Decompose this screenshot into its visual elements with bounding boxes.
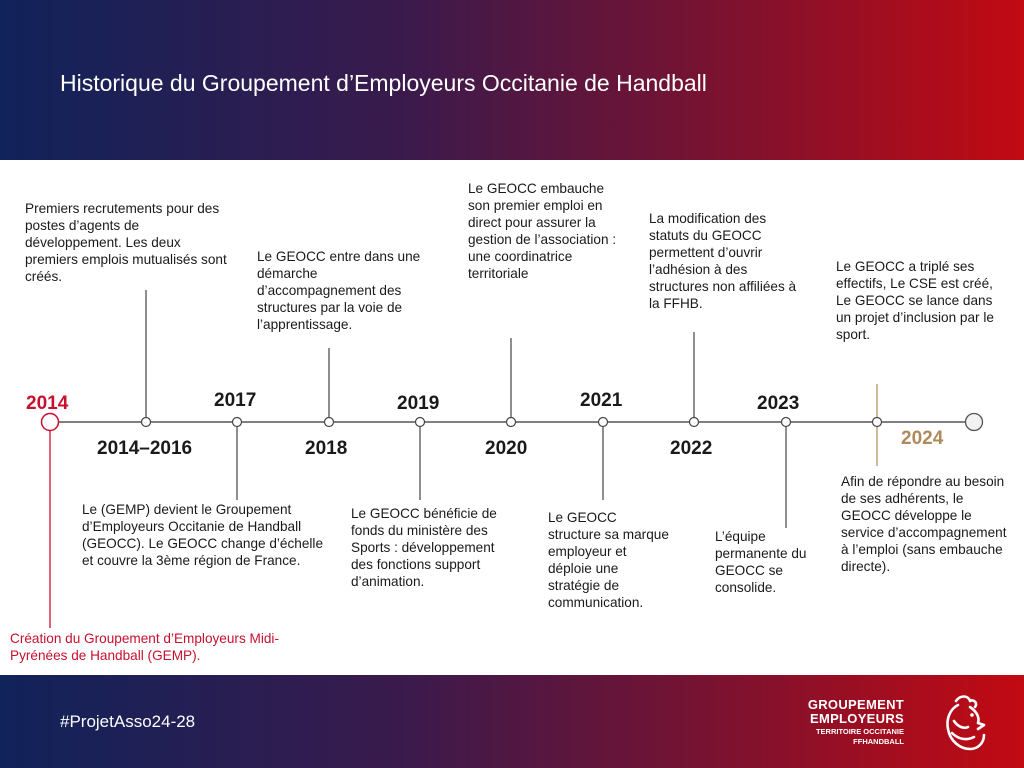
year-2017: 2017	[214, 390, 257, 411]
node-2014-2016	[142, 418, 151, 427]
node-2020	[507, 418, 516, 427]
node-end	[966, 414, 983, 431]
year-2021: 2021	[580, 390, 623, 411]
event-2024-bottom: Afin de répondre au besoin de ses adhérents, le GEOCC développe le service d’accompagnement à l’emploi (sans embauche directe).	[841, 474, 1007, 574]
event-2024-top: Le GEOCC a triplé ses effectifs, Le CSE est créé, Le GEOCC se lance dans un projet d’inclusion par le sport.	[836, 259, 994, 342]
event-2018: Le GEOCC entre dans une démarche d’accompagnement des structures par la voie de l’apprentissage.	[257, 249, 421, 332]
event-2017: Le (GEMP) devient le Groupement d’Employeurs Occitanie de Handball (GEOCC). Le GEOCC change d’échelle et couvre la 3ème région de France.	[82, 502, 324, 568]
event-2019: Le GEOCC bénéficie de fonds du ministère des Sports : développement des fonctions support d’animation.	[351, 506, 497, 589]
node-2023	[782, 418, 791, 427]
event-2022: La modification des statuts du GEOCC permettent d’ouvrir l’adhésion à des structures non affiliées à la FFHB.	[649, 211, 797, 311]
year-2014-2016: 2014–2016	[97, 438, 193, 459]
node-2014	[42, 414, 59, 431]
event-2020: Le GEOCC embauche son premier emploi en direct pour assurer la gestion de l’association : une coordinatrice territoriale	[468, 181, 617, 281]
logo-line2: EMPLOYEURS	[809, 711, 904, 726]
node-2022	[690, 418, 699, 427]
event-2021: Le GEOCC structure sa marque employeur et déploie une stratégie de communication.	[548, 510, 669, 610]
logo-line1: GROUPEMENT	[807, 697, 904, 712]
year-2019: 2019	[397, 393, 440, 414]
hashtag: #ProjetAsso24-28	[60, 712, 196, 731]
year-2020: 2020	[485, 438, 528, 459]
event-2014-2016: Premiers recrutements pour des postes d’agents de développement. Les deux premiers emplois mutualisés sont créés.	[25, 201, 227, 284]
year-2024: 2024	[901, 428, 944, 449]
node-2019	[416, 418, 425, 427]
node-2018	[325, 418, 334, 427]
node-2017	[233, 418, 242, 427]
event-2023: L’équipe permanente du GEOCC se consolide.	[715, 529, 807, 595]
node-2021	[599, 418, 608, 427]
year-2023: 2023	[757, 393, 800, 414]
page-title: Historique du Groupement d’Employeurs Occitanie de Handball	[60, 70, 707, 96]
logo	[807, 693, 992, 755]
year-2022: 2022	[670, 438, 713, 459]
event-2014: Création du Groupement d’Employeurs Midi-Pyrénées de Handball (GEMP).	[10, 631, 279, 663]
rooster-icon	[938, 693, 988, 755]
node-2024	[873, 418, 882, 427]
logo-line3: TERRITOIRE OCCITANIE	[815, 727, 904, 736]
logo-line4: FFHANDBALL	[853, 737, 904, 746]
year-2014: 2014	[26, 393, 69, 414]
year-2018: 2018	[305, 438, 348, 459]
